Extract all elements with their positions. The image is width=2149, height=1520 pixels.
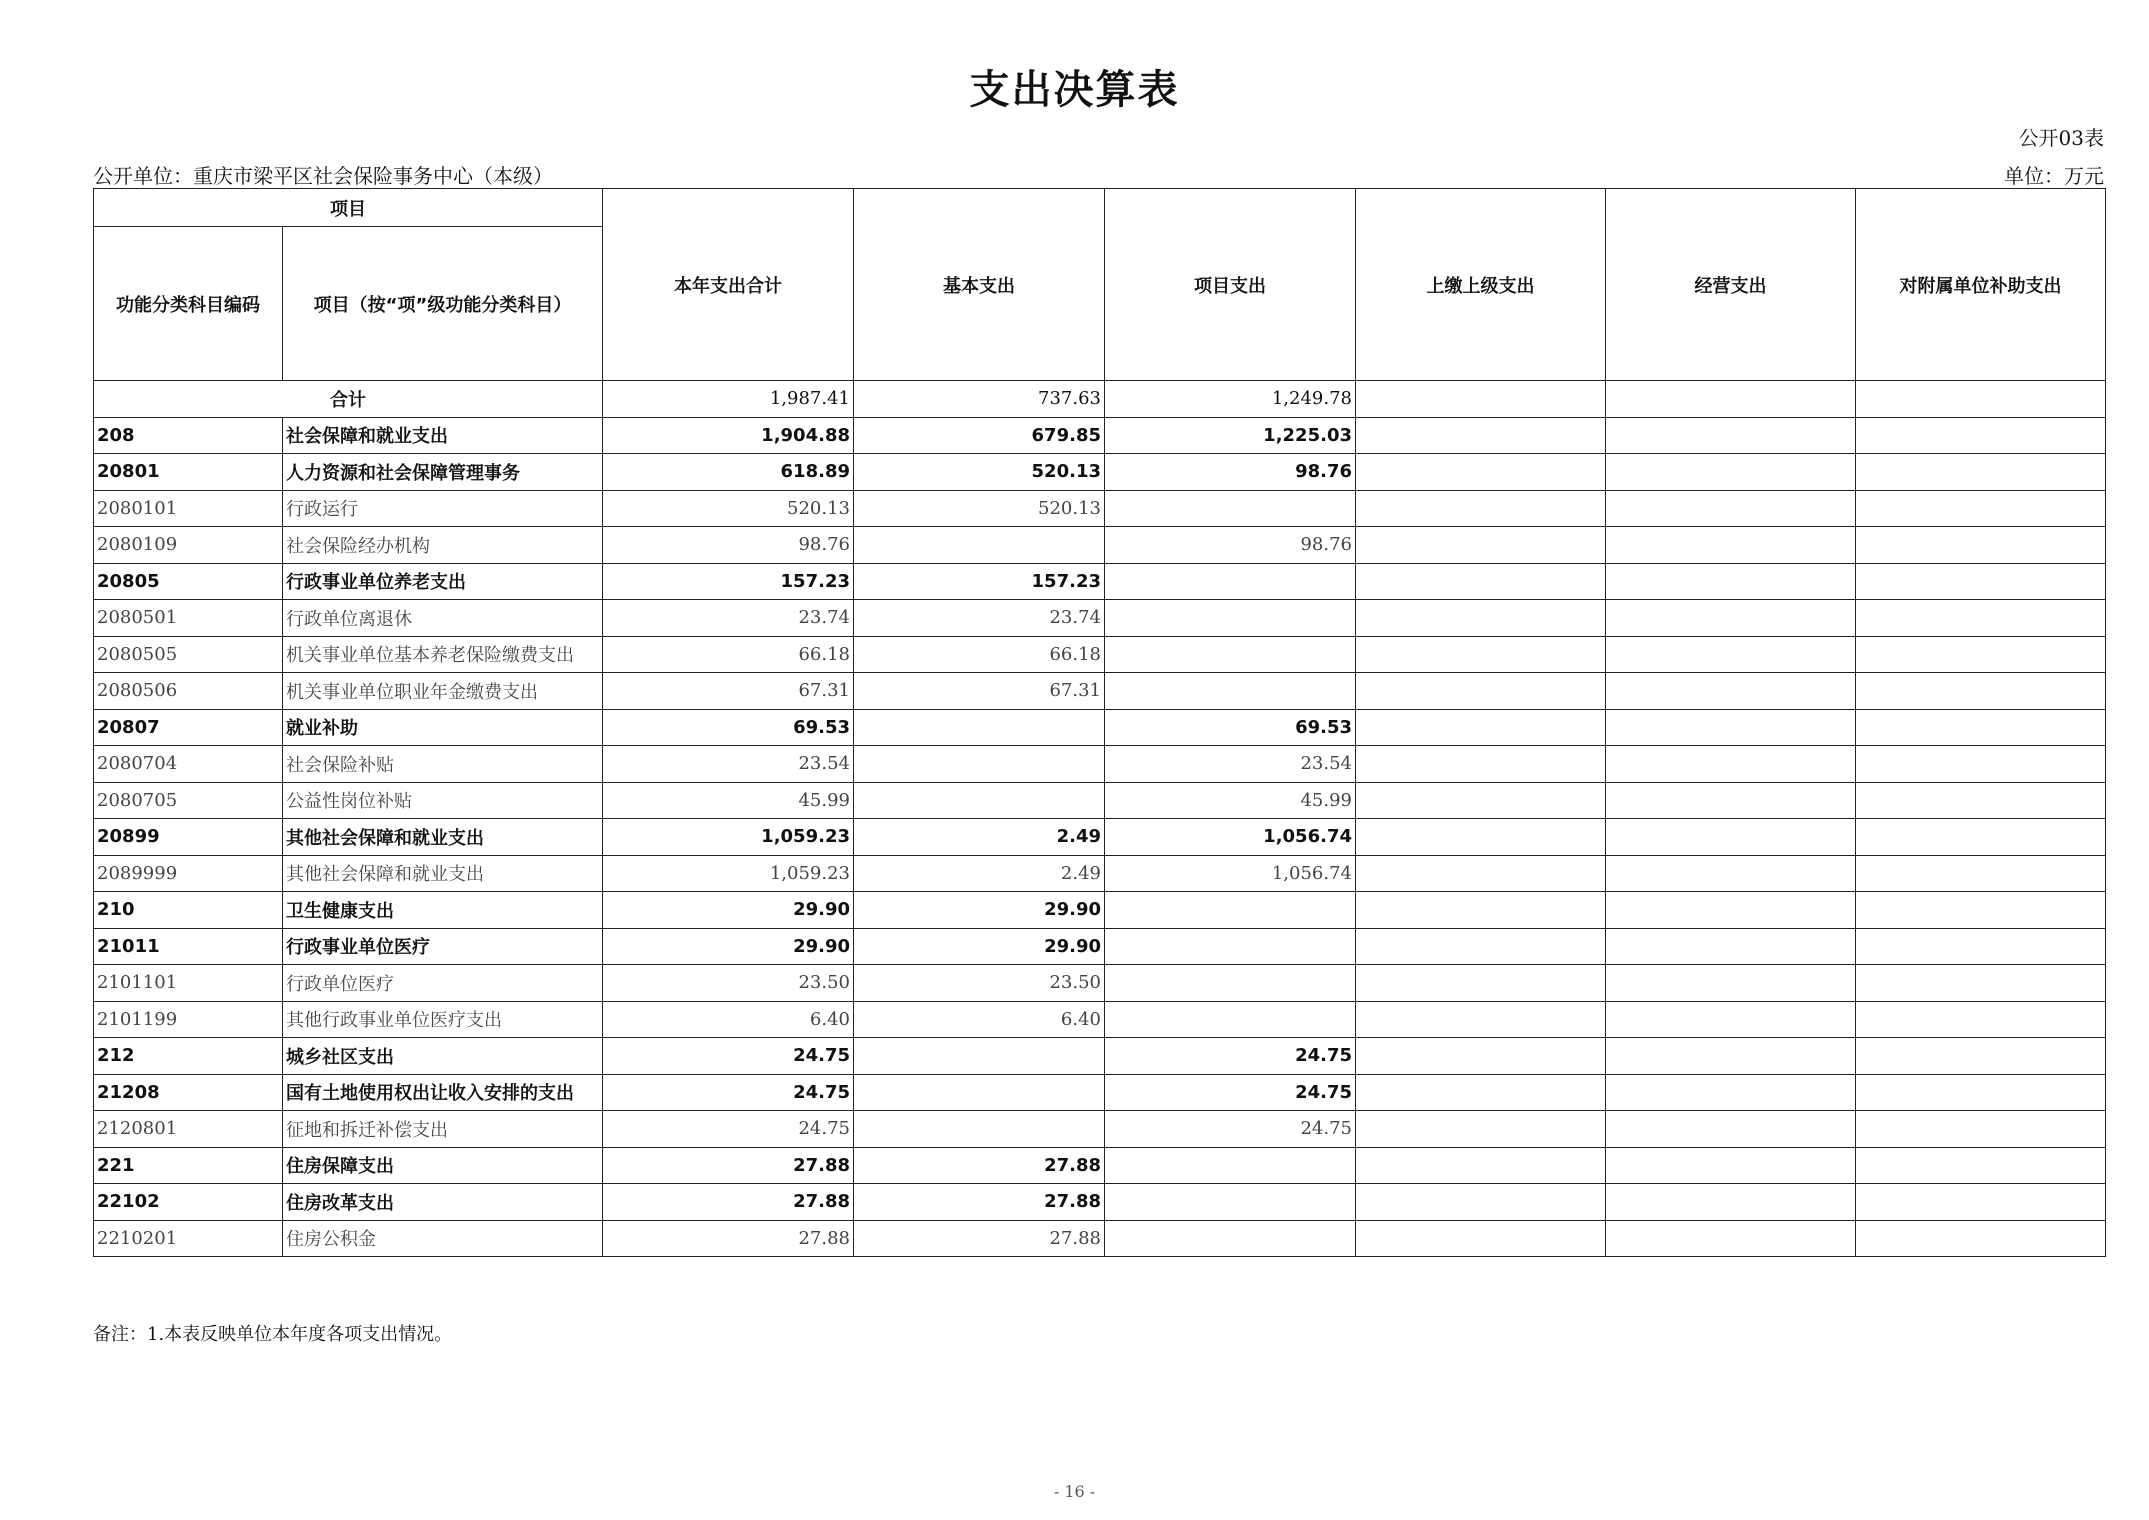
cell-code: 20801 xyxy=(94,454,283,491)
cell-name: 行政单位医疗 xyxy=(283,965,603,1002)
header-basic: 基本支出 xyxy=(854,189,1105,381)
cell-subsidy xyxy=(1856,563,2106,600)
cell-upper xyxy=(1356,636,1606,673)
cell-upper xyxy=(1356,965,1606,1002)
cell-name: 就业补助 xyxy=(283,709,603,746)
cell-project xyxy=(1105,1001,1356,1038)
cell-subsidy xyxy=(1856,1220,2106,1257)
cell-code: 2080109 xyxy=(94,527,283,564)
table-row xyxy=(94,600,2106,637)
cell-business xyxy=(1606,782,1856,819)
cell-basic: 29.90 xyxy=(854,928,1105,965)
cell-subsidy xyxy=(1856,636,2106,673)
cell-subsidy xyxy=(1856,782,2106,819)
table-row xyxy=(94,490,2106,527)
table-row xyxy=(94,1038,2106,1075)
table-row xyxy=(94,1147,2106,1184)
cell-total: 27.88 xyxy=(603,1220,854,1257)
cell-code: 20805 xyxy=(94,563,283,600)
cell-basic: 29.90 xyxy=(854,892,1105,929)
cell-business xyxy=(1606,673,1856,710)
cell-code: 2101199 xyxy=(94,1001,283,1038)
cell-business xyxy=(1606,1147,1856,1184)
cell-name: 社会保障和就业支出 xyxy=(283,417,603,454)
cell-basic xyxy=(854,527,1105,564)
cell-basic: 2.49 xyxy=(854,855,1105,892)
cell-name: 其他社会保障和就业支出 xyxy=(283,855,603,892)
table-row xyxy=(94,855,2106,892)
cell-name: 其他行政事业单位医疗支出 xyxy=(283,1001,603,1038)
cell-upper xyxy=(1356,1220,1606,1257)
cell-project xyxy=(1105,965,1356,1002)
unit-label: 单位：万元 xyxy=(2004,164,2104,188)
cell-upper xyxy=(1356,527,1606,564)
expenditure-table xyxy=(93,188,2106,1257)
table-row xyxy=(94,1074,2106,1111)
total-business xyxy=(1606,381,1856,418)
cell-basic: 2.49 xyxy=(854,819,1105,856)
table-row xyxy=(94,709,2106,746)
total-project: 1,249.78 xyxy=(1105,381,1356,418)
cell-code: 212 xyxy=(94,1038,283,1075)
cell-project xyxy=(1105,636,1356,673)
cell-code: 2080704 xyxy=(94,746,283,783)
org-label: 公开单位： xyxy=(93,164,193,188)
total-subsidy xyxy=(1856,381,2106,418)
cell-name: 城乡社区支出 xyxy=(283,1038,603,1075)
cell-project: 23.54 xyxy=(1105,746,1356,783)
cell-business xyxy=(1606,1074,1856,1111)
cell-project xyxy=(1105,1220,1356,1257)
cell-code: 210 xyxy=(94,892,283,929)
cell-business xyxy=(1606,1220,1856,1257)
cell-name: 其他社会保障和就业支出 xyxy=(283,819,603,856)
cell-name: 住房公积金 xyxy=(283,1220,603,1257)
cell-subsidy xyxy=(1856,855,2106,892)
cell-code: 2080705 xyxy=(94,782,283,819)
cell-upper xyxy=(1356,928,1606,965)
cell-project: 24.75 xyxy=(1105,1111,1356,1148)
cell-upper xyxy=(1356,1184,1606,1221)
cell-subsidy xyxy=(1856,1001,2106,1038)
cell-subsidy xyxy=(1856,527,2106,564)
cell-subsidy xyxy=(1856,965,2106,1002)
table-row xyxy=(94,1220,2106,1257)
cell-basic xyxy=(854,1111,1105,1148)
cell-subsidy xyxy=(1856,417,2106,454)
cell-project: 69.53 xyxy=(1105,709,1356,746)
table-row xyxy=(94,928,2106,965)
cell-business xyxy=(1606,490,1856,527)
table-row xyxy=(94,636,2106,673)
cell-subsidy xyxy=(1856,928,2106,965)
cell-subsidy xyxy=(1856,1147,2106,1184)
cell-project xyxy=(1105,928,1356,965)
footnote: 备注：1.本表反映单位本年度各项支出情况。 xyxy=(93,1324,453,1345)
table-row xyxy=(94,965,2106,1002)
cell-business xyxy=(1606,709,1856,746)
cell-subsidy xyxy=(1856,1111,2106,1148)
cell-total: 27.88 xyxy=(603,1147,854,1184)
cell-subsidy xyxy=(1856,709,2106,746)
cell-total: 23.54 xyxy=(603,746,854,783)
cell-basic: 520.13 xyxy=(854,490,1105,527)
cell-name: 住房改革支出 xyxy=(283,1184,603,1221)
cell-business xyxy=(1606,746,1856,783)
cell-business xyxy=(1606,600,1856,637)
cell-business xyxy=(1606,417,1856,454)
cell-basic: 23.50 xyxy=(854,965,1105,1002)
cell-total: 1,059.23 xyxy=(603,855,854,892)
cell-code: 221 xyxy=(94,1147,283,1184)
cell-business xyxy=(1606,965,1856,1002)
cell-code: 21011 xyxy=(94,928,283,965)
cell-total: 27.88 xyxy=(603,1184,854,1221)
cell-subsidy xyxy=(1856,1074,2106,1111)
cell-subsidy xyxy=(1856,490,2106,527)
cell-basic xyxy=(854,709,1105,746)
cell-code: 2080501 xyxy=(94,600,283,637)
cell-name: 机关事业单位基本养老保险缴费支出 xyxy=(283,636,603,673)
cell-subsidy xyxy=(1856,746,2106,783)
cell-total: 29.90 xyxy=(603,892,854,929)
cell-total: 98.76 xyxy=(603,527,854,564)
cell-upper xyxy=(1356,709,1606,746)
cell-total: 157.23 xyxy=(603,563,854,600)
cell-subsidy xyxy=(1856,454,2106,491)
cell-code: 208 xyxy=(94,417,283,454)
cell-project: 24.75 xyxy=(1105,1074,1356,1111)
cell-name: 卫生健康支出 xyxy=(283,892,603,929)
total-upper xyxy=(1356,381,1606,418)
cell-code: 2120801 xyxy=(94,1111,283,1148)
cell-upper xyxy=(1356,746,1606,783)
cell-total: 24.75 xyxy=(603,1111,854,1148)
cell-code: 2080505 xyxy=(94,636,283,673)
cell-name: 社会保险经办机构 xyxy=(283,527,603,564)
header-name: 项目（按“项”级功能分类科目） xyxy=(283,227,603,381)
cell-total: 520.13 xyxy=(603,490,854,527)
cell-basic: 27.88 xyxy=(854,1184,1105,1221)
cell-total: 69.53 xyxy=(603,709,854,746)
cell-name: 行政事业单位医疗 xyxy=(283,928,603,965)
cell-basic: 66.18 xyxy=(854,636,1105,673)
table-row xyxy=(94,417,2106,454)
table-number: 公开03表 xyxy=(2018,126,2104,150)
cell-total: 24.75 xyxy=(603,1038,854,1075)
cell-basic: 157.23 xyxy=(854,563,1105,600)
cell-subsidy xyxy=(1856,673,2106,710)
cell-upper xyxy=(1356,819,1606,856)
table-row xyxy=(94,892,2106,929)
cell-name: 征地和拆迁补偿支出 xyxy=(283,1111,603,1148)
org-line xyxy=(93,160,553,189)
cell-code: 21208 xyxy=(94,1074,283,1111)
total-row xyxy=(94,381,2106,418)
table-row xyxy=(94,527,2106,564)
cell-business xyxy=(1606,819,1856,856)
cell-code: 2080506 xyxy=(94,673,283,710)
cell-business xyxy=(1606,563,1856,600)
header-code: 功能分类科目编码 xyxy=(94,227,283,381)
cell-upper xyxy=(1356,1001,1606,1038)
cell-business xyxy=(1606,1111,1856,1148)
cell-project xyxy=(1105,673,1356,710)
cell-total: 24.75 xyxy=(603,1074,854,1111)
total-basic: 737.63 xyxy=(854,381,1105,418)
cell-name: 人力资源和社会保障管理事务 xyxy=(283,454,603,491)
table-row xyxy=(94,819,2106,856)
cell-upper xyxy=(1356,1111,1606,1148)
cell-project: 24.75 xyxy=(1105,1038,1356,1075)
cell-total: 67.31 xyxy=(603,673,854,710)
cell-basic: 679.85 xyxy=(854,417,1105,454)
cell-name: 行政单位离退休 xyxy=(283,600,603,637)
cell-business xyxy=(1606,1038,1856,1075)
cell-total: 23.74 xyxy=(603,600,854,637)
cell-name: 公益性岗位补贴 xyxy=(283,782,603,819)
page-number: - 16 - xyxy=(1053,1482,1096,1501)
cell-business xyxy=(1606,454,1856,491)
cell-name: 行政运行 xyxy=(283,490,603,527)
cell-code: 2101101 xyxy=(94,965,283,1002)
cell-upper xyxy=(1356,1147,1606,1184)
cell-basic xyxy=(854,1038,1105,1075)
header-total: 本年支出合计 xyxy=(603,189,854,381)
cell-basic: 67.31 xyxy=(854,673,1105,710)
cell-total: 45.99 xyxy=(603,782,854,819)
cell-basic xyxy=(854,1074,1105,1111)
total-total: 1,987.41 xyxy=(603,381,854,418)
cell-total: 66.18 xyxy=(603,636,854,673)
cell-upper xyxy=(1356,855,1606,892)
cell-project: 45.99 xyxy=(1105,782,1356,819)
table-row xyxy=(94,1111,2106,1148)
cell-subsidy xyxy=(1856,1038,2106,1075)
cell-upper xyxy=(1356,782,1606,819)
header-business: 经营支出 xyxy=(1606,189,1856,381)
header-project: 项目 xyxy=(94,189,603,227)
table-row xyxy=(94,563,2106,600)
cell-project xyxy=(1105,600,1356,637)
cell-name: 行政事业单位养老支出 xyxy=(283,563,603,600)
cell-project xyxy=(1105,1184,1356,1221)
table-row xyxy=(94,1184,2106,1221)
cell-project xyxy=(1105,1147,1356,1184)
cell-code: 20807 xyxy=(94,709,283,746)
cell-basic: 23.74 xyxy=(854,600,1105,637)
org-name: 重庆市梁平区社会保险事务中心（本级） xyxy=(193,164,553,188)
cell-business xyxy=(1606,855,1856,892)
cell-project xyxy=(1105,892,1356,929)
cell-project: 1,056.74 xyxy=(1105,819,1356,856)
table-row xyxy=(94,1001,2106,1038)
cell-project: 1,056.74 xyxy=(1105,855,1356,892)
cell-total: 23.50 xyxy=(603,965,854,1002)
cell-upper xyxy=(1356,454,1606,491)
cell-business xyxy=(1606,1001,1856,1038)
cell-total: 1,059.23 xyxy=(603,819,854,856)
cell-basic: 520.13 xyxy=(854,454,1105,491)
header-upper: 上缴上级支出 xyxy=(1356,189,1606,381)
cell-upper xyxy=(1356,1038,1606,1075)
cell-basic: 27.88 xyxy=(854,1147,1105,1184)
header-project-expense: 项目支出 xyxy=(1105,189,1356,381)
cell-project: 1,225.03 xyxy=(1105,417,1356,454)
cell-total: 29.90 xyxy=(603,928,854,965)
cell-project: 98.76 xyxy=(1105,454,1356,491)
cell-business xyxy=(1606,892,1856,929)
cell-upper xyxy=(1356,563,1606,600)
cell-upper xyxy=(1356,1074,1606,1111)
cell-business xyxy=(1606,636,1856,673)
cell-upper xyxy=(1356,417,1606,454)
cell-upper xyxy=(1356,490,1606,527)
cell-code: 22102 xyxy=(94,1184,283,1221)
cell-business xyxy=(1606,1184,1856,1221)
cell-subsidy xyxy=(1856,1184,2106,1221)
cell-basic xyxy=(854,746,1105,783)
table-row xyxy=(94,782,2106,819)
cell-name: 机关事业单位职业年金缴费支出 xyxy=(283,673,603,710)
table-row xyxy=(94,746,2106,783)
cell-business xyxy=(1606,928,1856,965)
table-row xyxy=(94,454,2106,491)
cell-upper xyxy=(1356,673,1606,710)
cell-name: 国有土地使用权出让收入安排的支出 xyxy=(283,1074,603,1111)
table-row xyxy=(94,673,2106,710)
cell-code: 2089999 xyxy=(94,855,283,892)
cell-basic: 6.40 xyxy=(854,1001,1105,1038)
total-label: 合计 xyxy=(94,381,603,418)
cell-business xyxy=(1606,527,1856,564)
page-title: 支出决算表 xyxy=(969,67,1180,113)
cell-basic: 27.88 xyxy=(854,1220,1105,1257)
header-subsidy: 对附属单位补助支出 xyxy=(1856,189,2106,381)
cell-subsidy xyxy=(1856,892,2106,929)
cell-subsidy xyxy=(1856,600,2106,637)
cell-code: 2080101 xyxy=(94,490,283,527)
cell-total: 1,904.88 xyxy=(603,417,854,454)
cell-code: 20899 xyxy=(94,819,283,856)
cell-upper xyxy=(1356,892,1606,929)
cell-project xyxy=(1105,490,1356,527)
cell-basic xyxy=(854,782,1105,819)
cell-total: 618.89 xyxy=(603,454,854,491)
cell-code: 2210201 xyxy=(94,1220,283,1257)
cell-upper xyxy=(1356,600,1606,637)
cell-project xyxy=(1105,563,1356,600)
cell-total: 6.40 xyxy=(603,1001,854,1038)
cell-name: 社会保险补贴 xyxy=(283,746,603,783)
cell-project: 98.76 xyxy=(1105,527,1356,564)
cell-subsidy xyxy=(1856,819,2106,856)
cell-name: 住房保障支出 xyxy=(283,1147,603,1184)
